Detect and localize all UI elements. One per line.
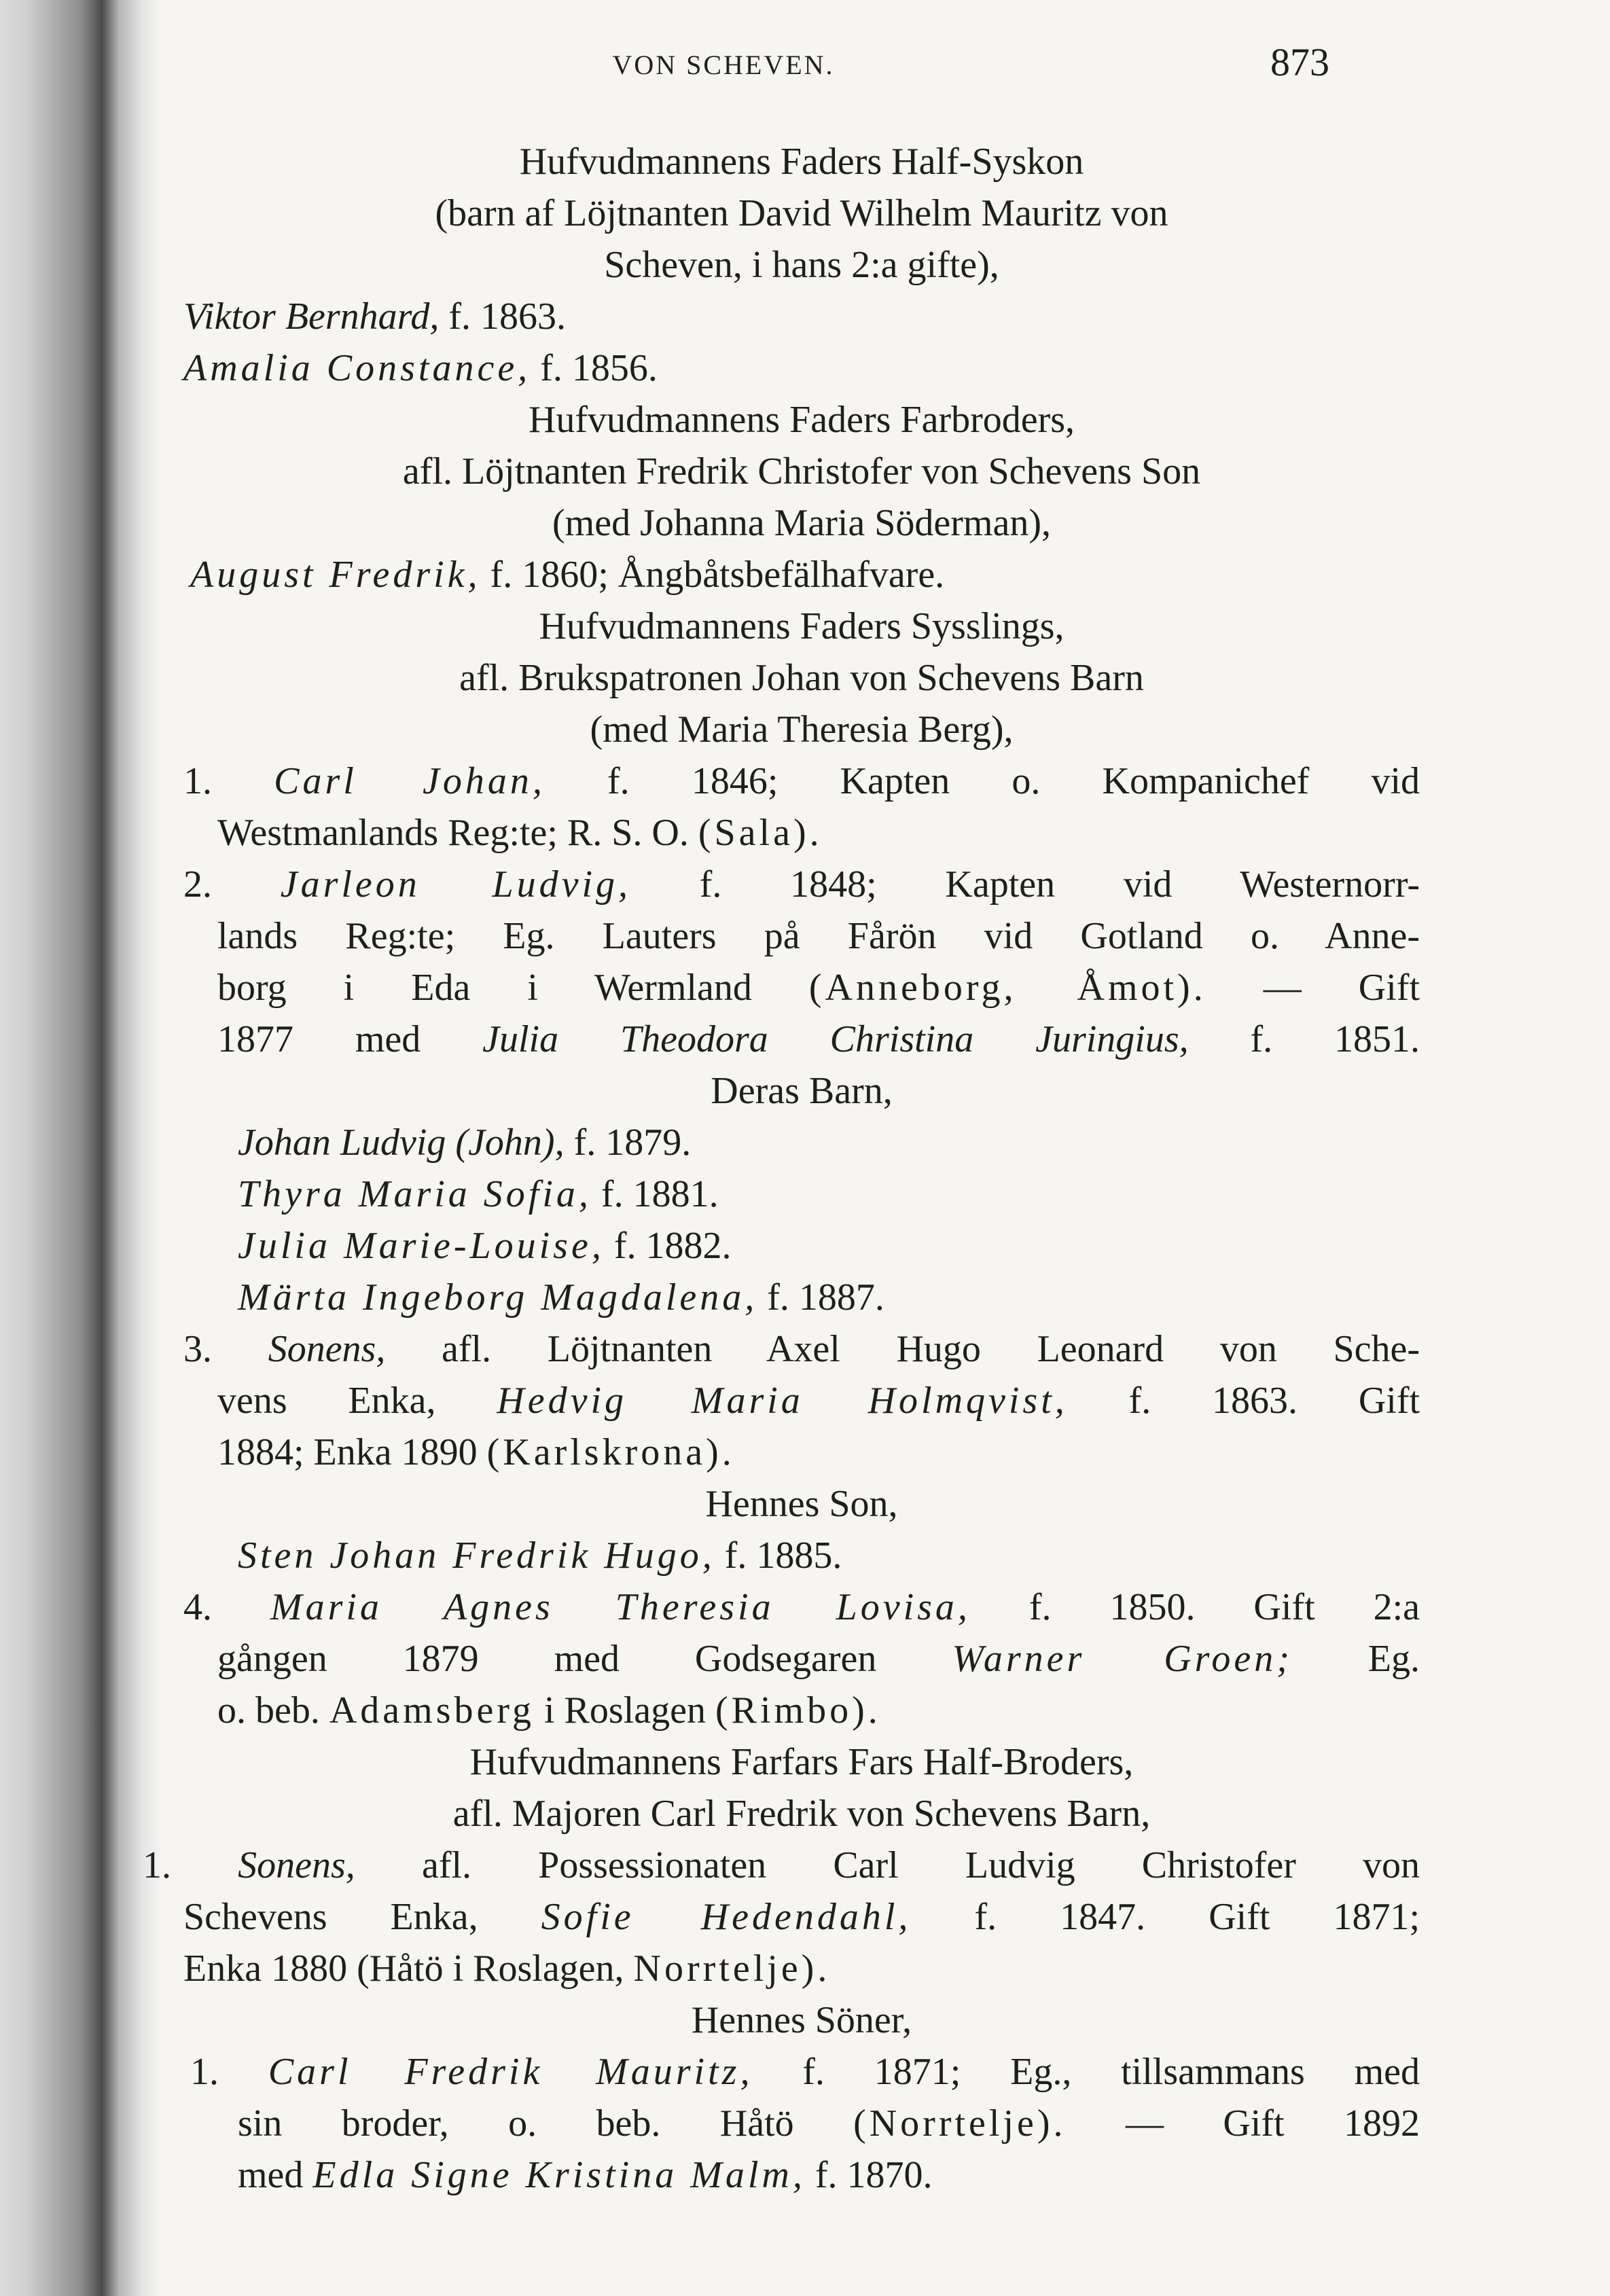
person-name: Sofie Hedendahl,	[541, 1896, 912, 1938]
entry-continuation: Westmanlands Reg:te; R. S. O. (Sala).	[217, 812, 823, 854]
person-name: Viktor Bernhard,	[183, 295, 440, 338]
son-heading: Hennes Son,	[705, 1483, 898, 1525]
entry-continuation: vens Enka, Hedvig Maria Holmqvist, f. 1863. Gift	[217, 1380, 1420, 1422]
person-entry: August Fredrik, f. 1860; Ångbåtsbefälhafvare.	[190, 554, 945, 596]
entry-continuation: med Edla Signe Kristina Malm, f. 1870.	[238, 2154, 933, 2196]
child-entry: Märta Ingeborg Magdalena, f. 1887.	[238, 1276, 884, 1319]
section-heading: Hufvudmannens Farfars Fars Half-Broders,	[469, 1741, 1134, 1783]
section-heading: Hufvudmannens Faders Farbroders,	[528, 399, 1075, 441]
numbered-entry: 4. Maria Agnes Theresia Lovisa, f. 1850. Gift 2:a	[183, 1586, 1420, 1628]
numbered-entry: 1. Sonens, afl. Possessionaten Carl Ludvig Christofer von	[143, 1844, 1420, 1886]
section-subheading: Scheven, i hans 2:a gifte),	[604, 244, 999, 286]
child-entry: Johan Ludvig (John), f. 1879.	[238, 1122, 692, 1164]
person-name: Amalia Constance,	[183, 347, 531, 389]
child-entry: Thyra Maria Sofia, f. 1881.	[238, 1173, 719, 1215]
section-heading: Hufvudmannens Faders Sysslings,	[539, 605, 1065, 647]
section-subheading: afl. Brukspatronen Johan von Schevens Barn	[459, 657, 1144, 699]
book-page	[143, 0, 1535, 2296]
section-subheading: afl. Löjtnanten Fredrik Christofer von Schevens Son	[402, 450, 1201, 492]
child-entry: Sten Johan Fredrik Hugo, f. 1885.	[238, 1535, 842, 1577]
numbered-entry: 3. Sonens, afl. Löjtnanten Axel Hugo Leonard von Sche-	[183, 1328, 1420, 1370]
entry-continuation: Schevens Enka, Sofie Hedendahl, f. 1847. Gift 1871;	[183, 1896, 1420, 1938]
entry-continuation: o. beb. Adamsberg i Roslagen (Rimbo).	[217, 1689, 881, 1732]
numbered-entry: 2. Jarleon Ludvig, f. 1848; Kapten vid Westernorr-	[183, 863, 1420, 905]
entry-continuation: 1877 med Julia Theodora Christina Juringius, f. 1851.	[217, 1018, 1420, 1060]
numbered-entry: 1. Carl Fredrik Mauritz, f. 1871; Eg., tillsammans med	[190, 2051, 1420, 2093]
person-name: Edla Signe Kristina Malm,	[312, 2154, 806, 2196]
section-heading: Hufvudmannens Faders Half-Syskon	[519, 141, 1084, 183]
child-entry: Julia Marie-Louise, f. 1882.	[238, 1225, 732, 1267]
person-name: Julia Theodora Christina Juringius,	[482, 1018, 1189, 1060]
person-name: Jarleon Ludvig,	[280, 863, 632, 905]
page-body	[143, 136, 1420, 2201]
page-header	[183, 39, 1535, 94]
person-entry: Amalia Constance, f. 1856.	[183, 347, 658, 389]
entry-continuation: borg i Eda i Wermland (Anneborg, Åmot). — Gift	[217, 967, 1420, 1009]
entry-continuation: Enka 1880 (Håtö i Roslagen, Norrtelje).	[183, 1948, 831, 1990]
person-name: Carl Fredrik Mauritz,	[268, 2051, 753, 2093]
entry-continuation: sin broder, o. beb. Håtö (Norrtelje). — Gift 1892	[238, 2102, 1420, 2145]
person-entry: Viktor Bernhard, f. 1863.	[183, 295, 567, 338]
sons-heading: Hennes Söner,	[691, 1999, 912, 2041]
section-subheading: (barn af Löjtnanten David Wilhelm Mauritz von	[435, 192, 1168, 234]
section-subheading: (med Maria Theresia Berg),	[590, 708, 1014, 751]
book-binding-shadow	[0, 0, 163, 2296]
person-name: Carl Johan,	[274, 760, 545, 802]
person-name: Sten Johan Fredrik Hugo,	[238, 1535, 715, 1577]
person-name: August Fredrik,	[190, 554, 481, 596]
entry-continuation: gången 1879 med Godsegaren Warner Groen; Eg.	[217, 1638, 1420, 1680]
entry-continuation: lands Reg:te; Eg. Lauters på Fårön vid Gotland o. Anne-	[217, 915, 1420, 957]
running-head: VON SCHEVEN.	[612, 50, 835, 80]
section-subheading: (med Johanna Maria Söderman),	[552, 502, 1051, 544]
children-heading: Deras Barn,	[711, 1070, 893, 1112]
person-name: Hedvig Maria Holmqvist,	[497, 1380, 1068, 1422]
person-name: Warner Groen;	[952, 1638, 1293, 1680]
person-name: Maria Agnes Theresia Lovisa,	[270, 1586, 971, 1628]
person-name: Johan Ludvig (John),	[238, 1122, 565, 1164]
person-name: Julia Marie-Louise,	[238, 1225, 605, 1267]
person-name: Märta Ingeborg Magdalena,	[238, 1276, 758, 1319]
page-number: 873	[1270, 40, 1329, 84]
entry-continuation: 1884; Enka 1890 (Karlskrona).	[217, 1431, 735, 1473]
numbered-entry: 1. Carl Johan, f. 1846; Kapten o. Kompanichef vid	[183, 760, 1420, 802]
person-name: Thyra Maria Sofia,	[238, 1173, 592, 1215]
section-subheading: afl. Majoren Carl Fredrik von Schevens Barn,	[452, 1793, 1151, 1835]
